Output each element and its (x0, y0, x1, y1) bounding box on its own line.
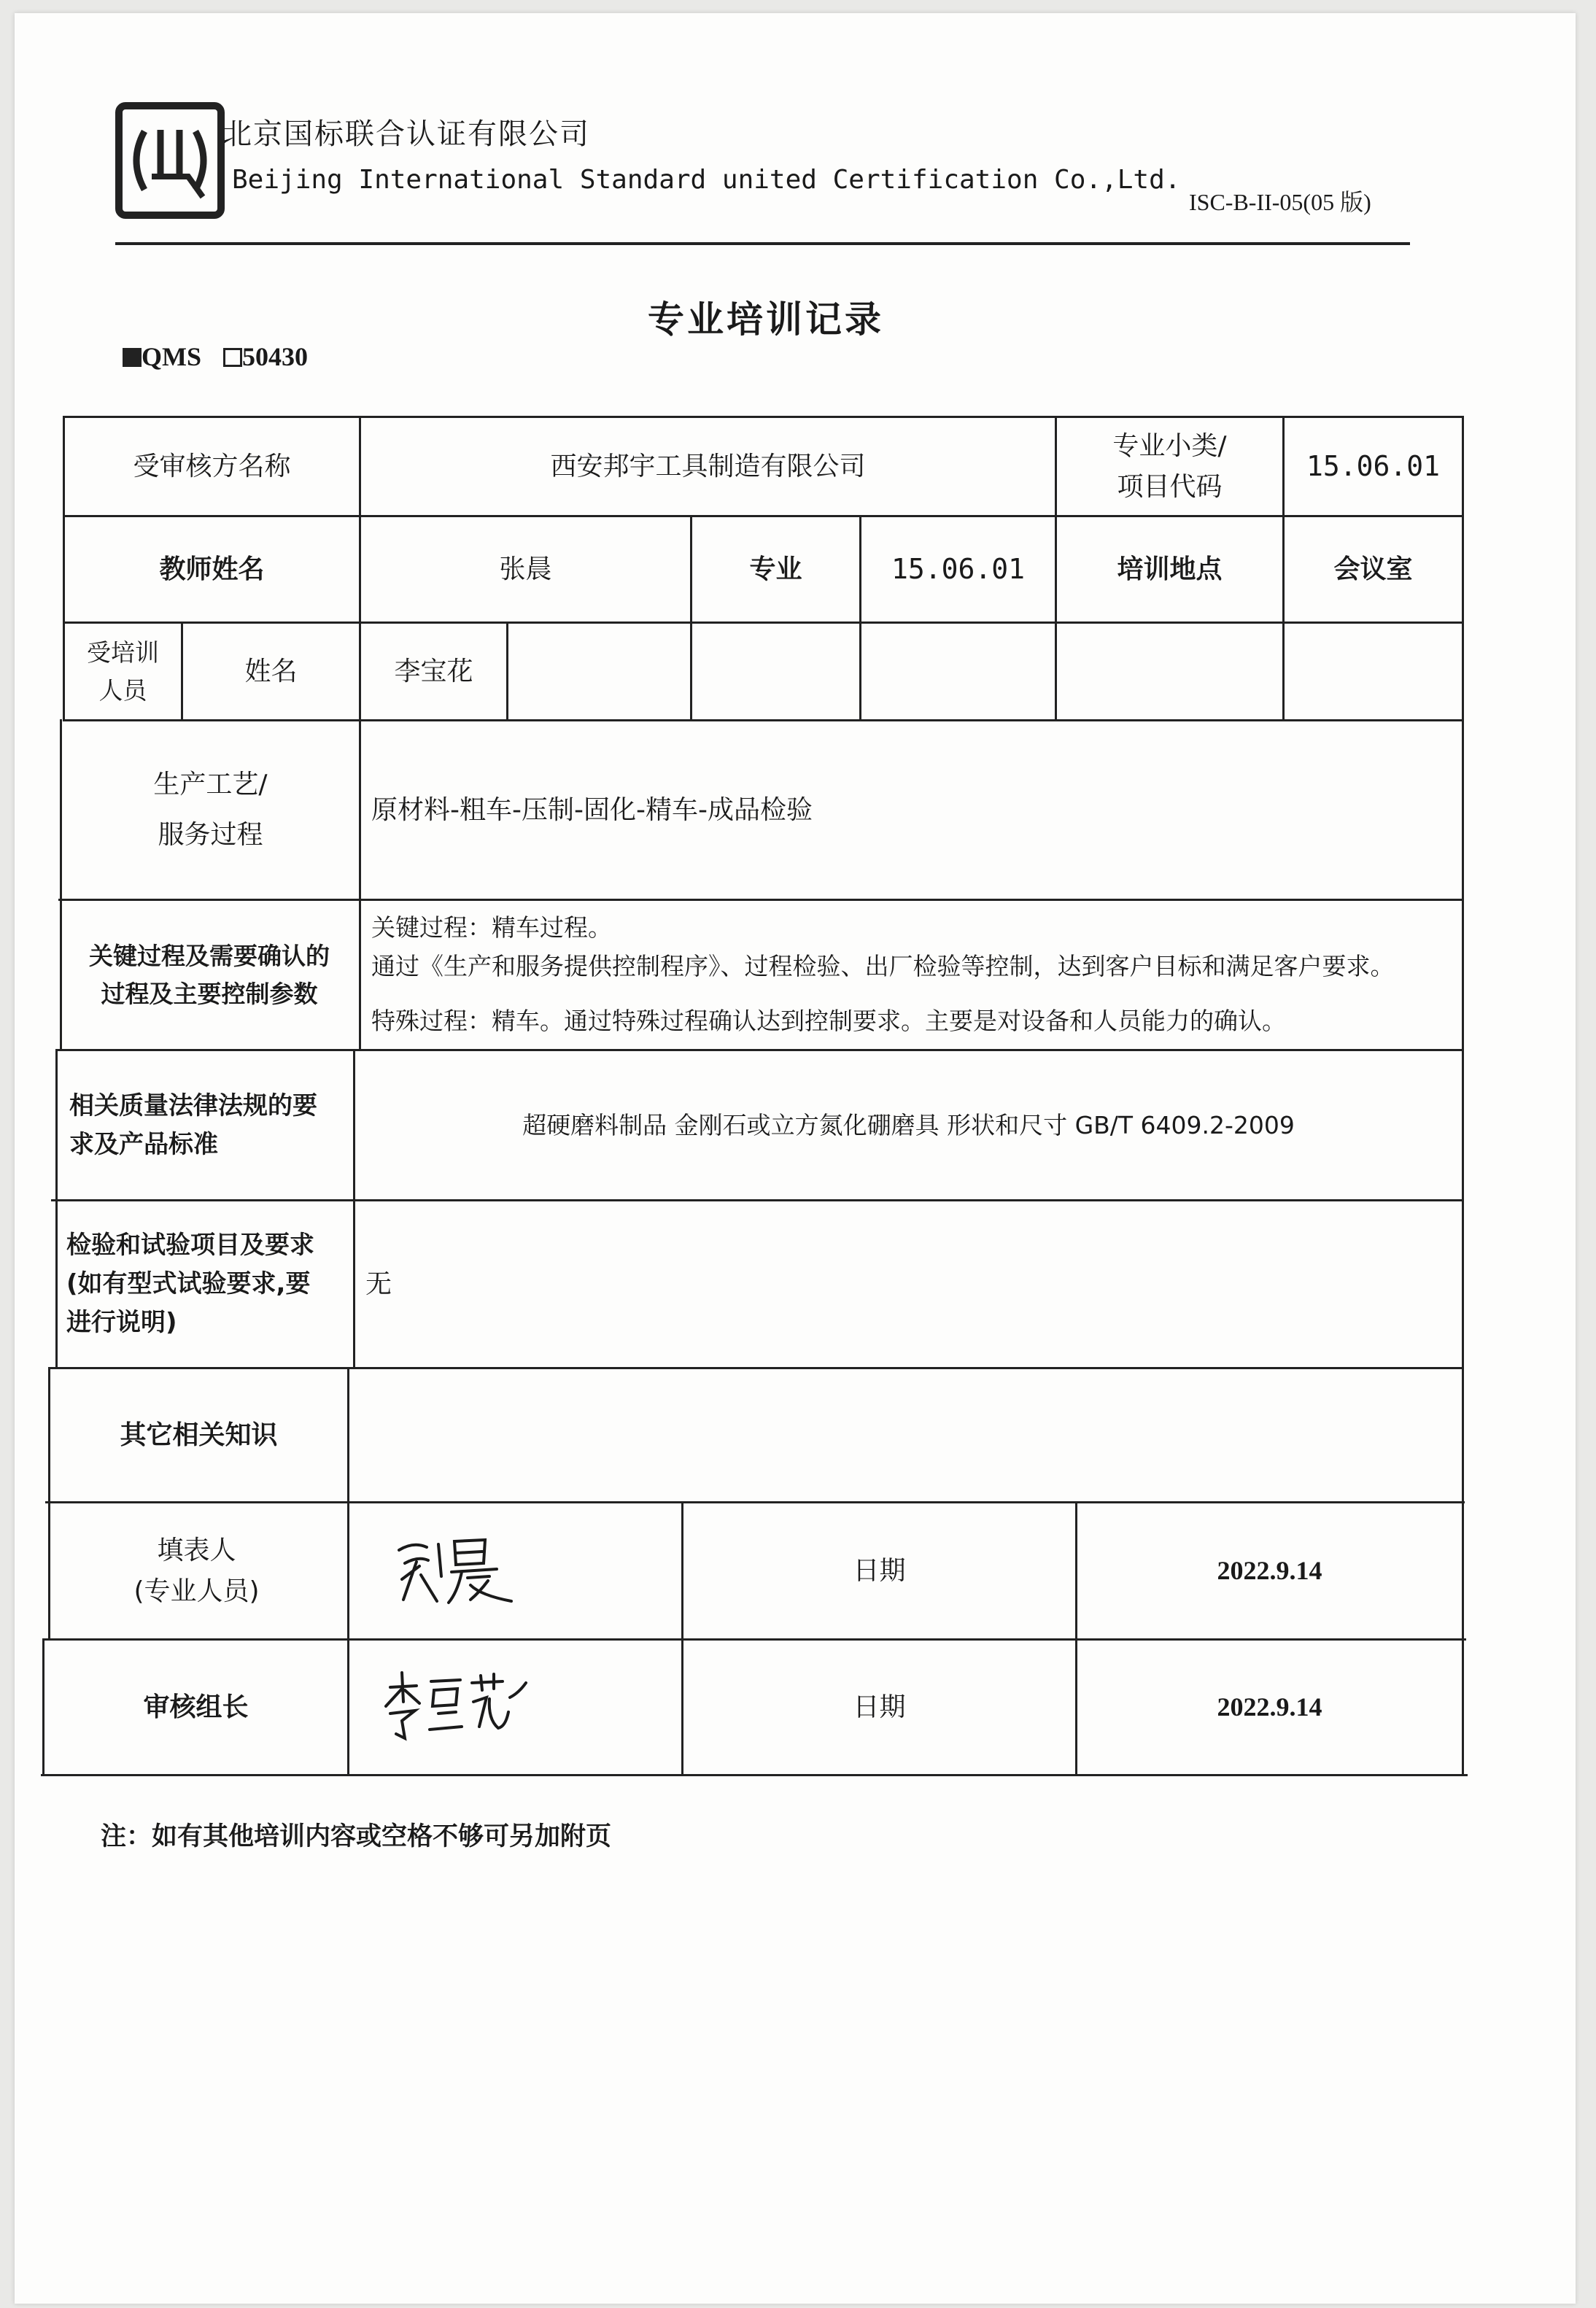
teacher-value: 张晨 (499, 554, 552, 584)
filler-date-value: 2022.9.14 (1217, 1555, 1322, 1585)
filler-label-line1: 填表人 (157, 1535, 236, 1565)
location-value: 会议室 (1333, 554, 1413, 584)
leader-label: 审核组长 (143, 1692, 249, 1722)
category-label (1057, 418, 1282, 515)
key-label-line1: 关键过程及需要确认的 (89, 942, 330, 971)
standard-checkbox (223, 348, 242, 367)
teacher-label: 教师姓名 (159, 554, 265, 584)
qms-label: QMS (142, 342, 202, 371)
filler-signature-cell (349, 1503, 681, 1638)
trainee-name: 李宝花 (394, 656, 473, 686)
category-label-line2: 项目代码 (1117, 471, 1223, 502)
leader-date-label: 日期 (853, 1692, 906, 1722)
trainee-label-line2: 人员 (98, 675, 147, 705)
document-title: 专业培训记录 (648, 298, 884, 341)
header-divider (115, 242, 1410, 245)
key-line-1: 关键过程：精车过程。 (371, 913, 612, 942)
other-knowledge-value (349, 1369, 1462, 1501)
test-label-line2: (如有型式试验要求,要 (66, 1269, 311, 1299)
footnote: 注：如有其他培训内容或空格不够可另加附页 (101, 1822, 612, 1851)
company-name-cn: 北京国标联合认证有限公司 (222, 117, 590, 151)
auditee-label: 受审核方名称 (133, 451, 291, 481)
test-label-line3: 进行说明) (66, 1307, 177, 1337)
test-value: 无 (365, 1269, 392, 1299)
form-code: ISC-B-II-05(05 版) (1189, 189, 1371, 215)
filler-signature (395, 1534, 519, 1607)
trainee-label-line1: 受培训 (87, 638, 159, 667)
name-label: 姓名 (244, 656, 298, 686)
major-value: 15.06.01 (891, 553, 1026, 586)
leader-signature (380, 1668, 541, 1741)
table-line (1462, 416, 1464, 1776)
key-process-value (361, 901, 1462, 1049)
leader-signature-cell (349, 1641, 681, 1774)
key-label-line2: 过程及主要控制参数 (101, 979, 318, 1008)
qms-checkbox (123, 348, 142, 367)
process-label-line2: 服务过程 (158, 819, 263, 850)
law-label-line1: 相关质量法律法规的要 (69, 1091, 317, 1120)
filler-label (46, 1503, 347, 1638)
scheme-checkboxes (123, 341, 308, 372)
process-value: 原材料-粗车-压制-固化-精车-成品检验 (371, 794, 813, 825)
table-line (506, 621, 508, 719)
category-value: 15.06.01 (1306, 450, 1441, 483)
trainee-label (65, 624, 181, 719)
process-label-line1: 生产工艺/ (153, 770, 268, 800)
law-label-line2: 求及产品标准 (69, 1129, 218, 1159)
process-label (62, 721, 359, 899)
test-label-line1: 检验和试验项目及要求 (66, 1231, 314, 1261)
leader-date-value: 2022.9.14 (1217, 1692, 1322, 1722)
table-line (41, 1774, 1468, 1776)
law-value: 超硬磨料制品 金刚石或立方氮化硼磨具 形状和尺寸 GB/T 6409.2-2009 (522, 1110, 1295, 1139)
key-process-label (60, 901, 359, 1049)
auditee-value: 西安邦宇工具制造有限公司 (550, 451, 866, 481)
other-knowledge-label: 其它相关知识 (120, 1420, 278, 1450)
key-line-3: 特殊过程：精车。通过特殊过程确认达到控制要求。主要是对设备和人员能力的确认。 (371, 1006, 1286, 1035)
company-name-en: Beijing International Standard united Certification Co.,Ltd. (232, 165, 1181, 195)
filler-date-label: 日期 (853, 1555, 906, 1586)
test-label (58, 1201, 353, 1367)
location-label: 培训地点 (1117, 554, 1223, 584)
category-label-line1: 专业小类/ (1112, 430, 1227, 461)
filler-label-line2: (专业人员) (133, 1576, 260, 1606)
key-line-2: 通过《生产和服务提供控制程序》、过程检验、出厂检验等控制，达到客户目标和满足客户要求。 (371, 952, 1395, 981)
law-label (58, 1051, 353, 1199)
standard-label: 50430 (242, 342, 309, 371)
major-label: 专业 (749, 554, 802, 584)
company-logo (115, 102, 225, 219)
